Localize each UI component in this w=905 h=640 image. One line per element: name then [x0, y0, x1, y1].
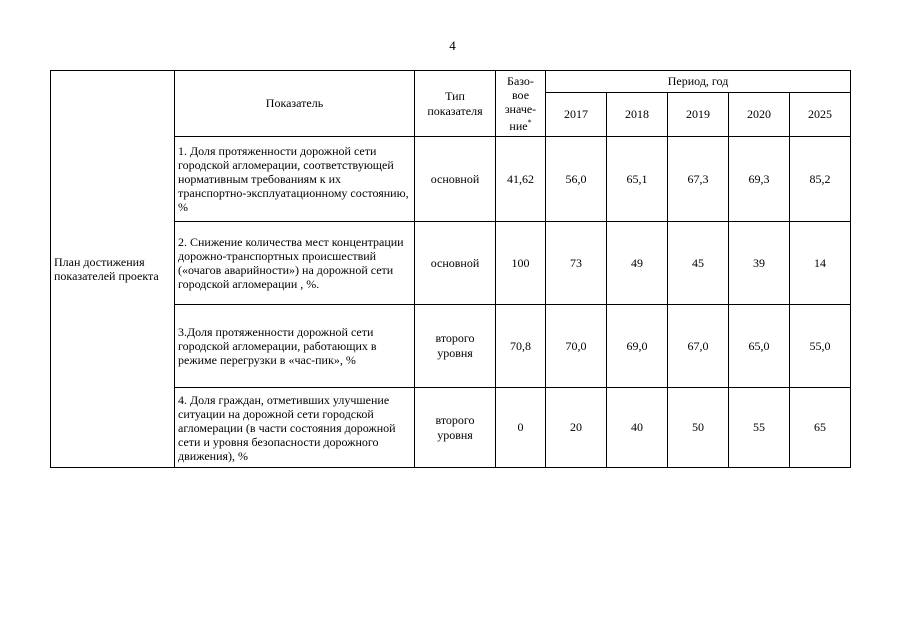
value-cell: 65,1 — [607, 137, 668, 222]
indicator-cell: 1. Доля протяженности дорожной сети городской агломерации, соответствующей нормативным требованиям к их транспортно-эксплуатационному состоянию, % — [175, 137, 415, 222]
value-cell: 85,2 — [790, 137, 851, 222]
value-cell: 69,3 — [729, 137, 790, 222]
page-number: 4 — [449, 38, 456, 53]
indicator-header: Показатель — [175, 71, 415, 137]
type-cell: основной — [415, 137, 496, 222]
indicator-cell: 3.Доля протяженности дорожной сети городской агломерации, работающих в режиме перегрузки в «час-пик», % — [175, 305, 415, 388]
type-cell: второго уровня — [415, 388, 496, 468]
indicator-cell: 4. Доля граждан, отметивших улучшение ситуации на дорожной сети городской агломерации (в части состояния дорожной сети и уровня безопасности дорожного движения), % — [175, 388, 415, 468]
type-cell: основной — [415, 222, 496, 305]
indicators-table — [50, 70, 851, 468]
indicator-cell: 2. Снижение количества мест концентрации дорожно-транспортных происшествий («очагов аварийности») на дорожной сети городской агломерации , %. — [175, 222, 415, 305]
value-cell: 65 — [790, 388, 851, 468]
year-header: 2018 — [607, 93, 668, 137]
value-cell: 39 — [729, 222, 790, 305]
value-cell: 45 — [668, 222, 729, 305]
type-header: Тип показателя — [415, 71, 496, 137]
value-cell: 67,3 — [668, 137, 729, 222]
value-cell: 49 — [607, 222, 668, 305]
period-header: Период, год — [546, 71, 851, 93]
value-cell: 40 — [607, 388, 668, 468]
base-header-line2: вое — [511, 88, 530, 102]
value-cell: 73 — [546, 222, 607, 305]
year-header: 2020 — [729, 93, 790, 137]
base-value-header — [496, 71, 546, 137]
base-header-footnote-mark: * — [527, 118, 532, 127]
value-cell: 55,0 — [790, 305, 851, 388]
value-cell: 20 — [546, 388, 607, 468]
value-cell: 50 — [668, 388, 729, 468]
value-cell: 69,0 — [607, 305, 668, 388]
type-cell: второго уровня — [415, 305, 496, 388]
section-label: План достижения показателей проекта — [51, 71, 175, 468]
value-cell: 56,0 — [546, 137, 607, 222]
year-header: 2017 — [546, 93, 607, 137]
base-value-cell: 70,8 — [496, 305, 546, 388]
base-header-line3: значе- — [504, 102, 537, 116]
base-header-line4: ние — [509, 119, 528, 133]
value-cell: 65,0 — [729, 305, 790, 388]
header-row — [51, 71, 851, 93]
value-cell: 70,0 — [546, 305, 607, 388]
value-cell: 55 — [729, 388, 790, 468]
year-header: 2019 — [668, 93, 729, 137]
value-cell: 14 — [790, 222, 851, 305]
base-header-line1: Базо- — [507, 74, 534, 88]
value-cell: 67,0 — [668, 305, 729, 388]
base-value-cell: 0 — [496, 388, 546, 468]
base-value-cell: 100 — [496, 222, 546, 305]
base-value-cell: 41,62 — [496, 137, 546, 222]
year-header: 2025 — [790, 93, 851, 137]
